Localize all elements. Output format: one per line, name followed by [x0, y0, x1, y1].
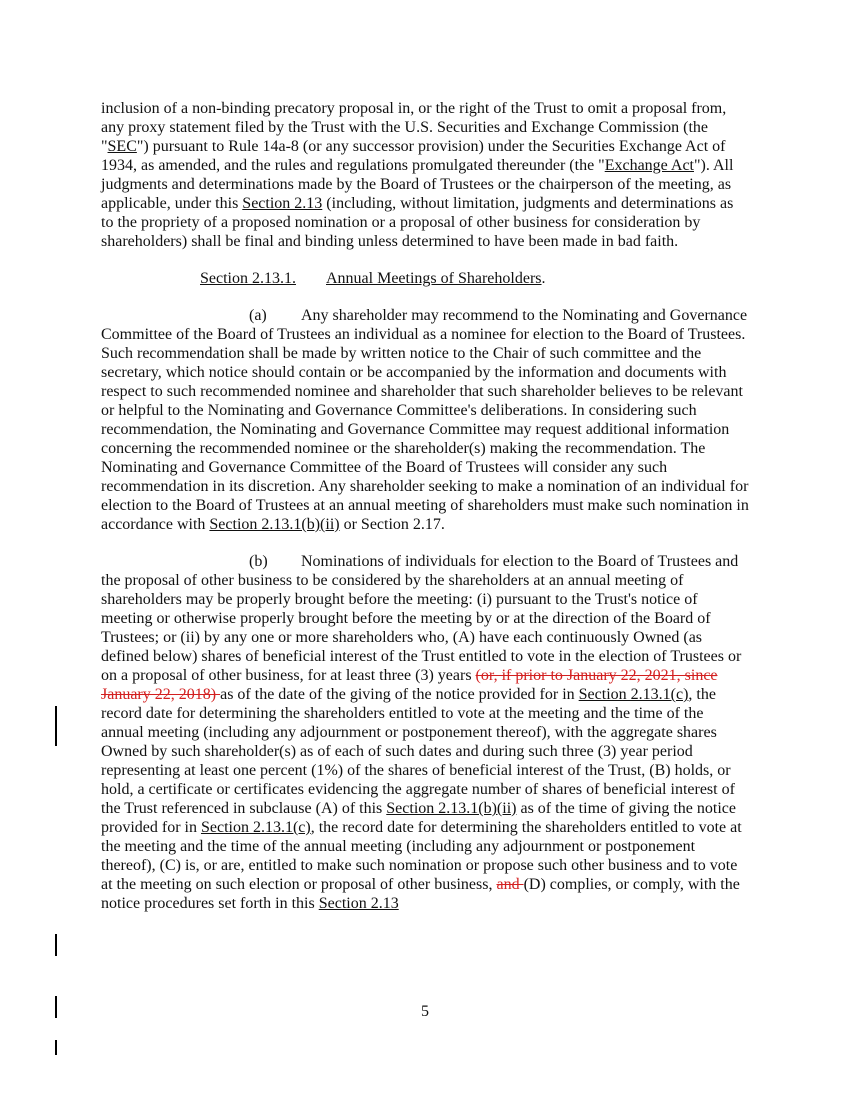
page-number: 5: [421, 1003, 429, 1020]
paragraph-a-label: (a): [249, 307, 267, 324]
section-reference: Section 2.13.1(b)(ii): [386, 800, 517, 817]
change-bar: [55, 1040, 57, 1055]
document-page: [101, 99, 749, 931]
section-reference: Section 2.13: [318, 895, 399, 912]
section-number: Section 2.13.1.: [200, 270, 296, 287]
change-bar: [55, 706, 57, 746]
deleted-text: (or, if prior to January 22, 2021, since January 22, 2018): [101, 667, 718, 703]
paragraph-b: (b) Nominations of individuals for election to the Board of Trustees and the proposal of other business to be considered by the shareholders at an annual meeting of shareholders may be properly brought before the meeting: (i) pursuant to the Trust's notice of meeting or otherwise properly brought before the meeting by or at the direction of the Board of Trustees; or (ii) by any one or more shareholders who, (A) have each continuously Owned (as defined below) shares of beneficial interest of the Trust entitled to vote in the election of Trustees or on a proposal of other business, for at least three (3) years (or, if prior to January 22, 2021, since January 22, 2018) as of the date of the giving of the notice provided for in Section 2.13.1(c), the record date for determining the shareholders entitled to vote at the meeting and the time of the annual meeting (including any adjournment or postponement thereof), with the aggregate shares Owned by such shareholder(s) as of each of such dates and during such three (3) year period representing at least one percent (1%) of the shares of beneficial interest of the Trust, (B) holds, or hold, a certificate or certificates evidencing the aggregate number of shares of beneficial interest of the Trust referenced in subclause (A) of this Section 2.13.1(b)(ii) as of the time of giving the notice provided for in Section 2.13.1(c), the record date for determining the shareholders entitled to vote at the meeting and the time of the annual meeting (including any adjournment or postponement thereof), (C) is, or are, entitled to make such nomination or propose such other business and to vote at the meeting on such election or proposal of other business, and (D) complies, or comply, with the notice procedures set forth in this Section 2.13: [101, 553, 742, 912]
section-reference: Section 2.13.1(c): [200, 819, 311, 836]
deleted-text: and: [496, 876, 524, 893]
section-heading: Section 2.13.1. Annual Meetings of Shareholders.: [200, 270, 546, 287]
section-title: Annual Meetings of Shareholders: [326, 270, 542, 287]
exchange-act-defined-term: Exchange Act: [604, 157, 694, 174]
section-reference: Section 2.13: [242, 195, 323, 212]
section-reference: Section 2.13.1(b)(ii): [209, 516, 340, 533]
change-bar: [55, 934, 57, 956]
paragraph-a: (a) Any shareholder may recommend to the Nominating and Governance Committee of the Board of Trustees an individual as a nominee for election to the Board of Trustees. Such recommendation shall be made by written notice to the Chair of such committee and the secretary, which notice should contain or be accompanied by the information and documents with respect to such recommended nominee and shareholder that such shareholder believes to be relevant or helpful to the Nominating and Governance Committee's deliberations. In considering such recommendation, the Nominating and Governance Committee may request additional information concerning the recommended nominee or the shareholder(s) making the recommendation. The Nominating and Governance Committee of the Board of Trustees will consider any such recommendation in its discretion. Any shareholder seeking to make a nomination of an individual for election to the Board of Trustees at an annual meeting of shareholders must make such nomination in accordance with Section 2.13.1(b)(ii) or Section 2.17.: [101, 307, 749, 533]
paragraph-b-label: (b): [249, 553, 268, 570]
sec-defined-term: SEC: [107, 138, 137, 155]
section-reference: Section 2.13.1(c): [578, 686, 689, 703]
intro-paragraph: inclusion of a non-binding precatory proposal in, or the right of the Trust to omit a proposal from, any proxy statement filed by the Trust with the U.S. Securities and Exchange Commission (the "SEC") pursuant to Rule 14a-8 (or any successor provision) under the Securities Exchange Act of 1934, as amended, and the rules and regulations promulgated thereunder (the "Exchange Act"). All judgments and determinations made by the Board of Trustees or the chairperson of the meeting, as applicable, under this Section 2.13 (including, without limitation, judgments and determinations as to the propriety of a proposed nomination or a proposal of other business for consideration by shareholders) shall be final and binding unless determined to have been made in bad faith.: [101, 100, 734, 250]
